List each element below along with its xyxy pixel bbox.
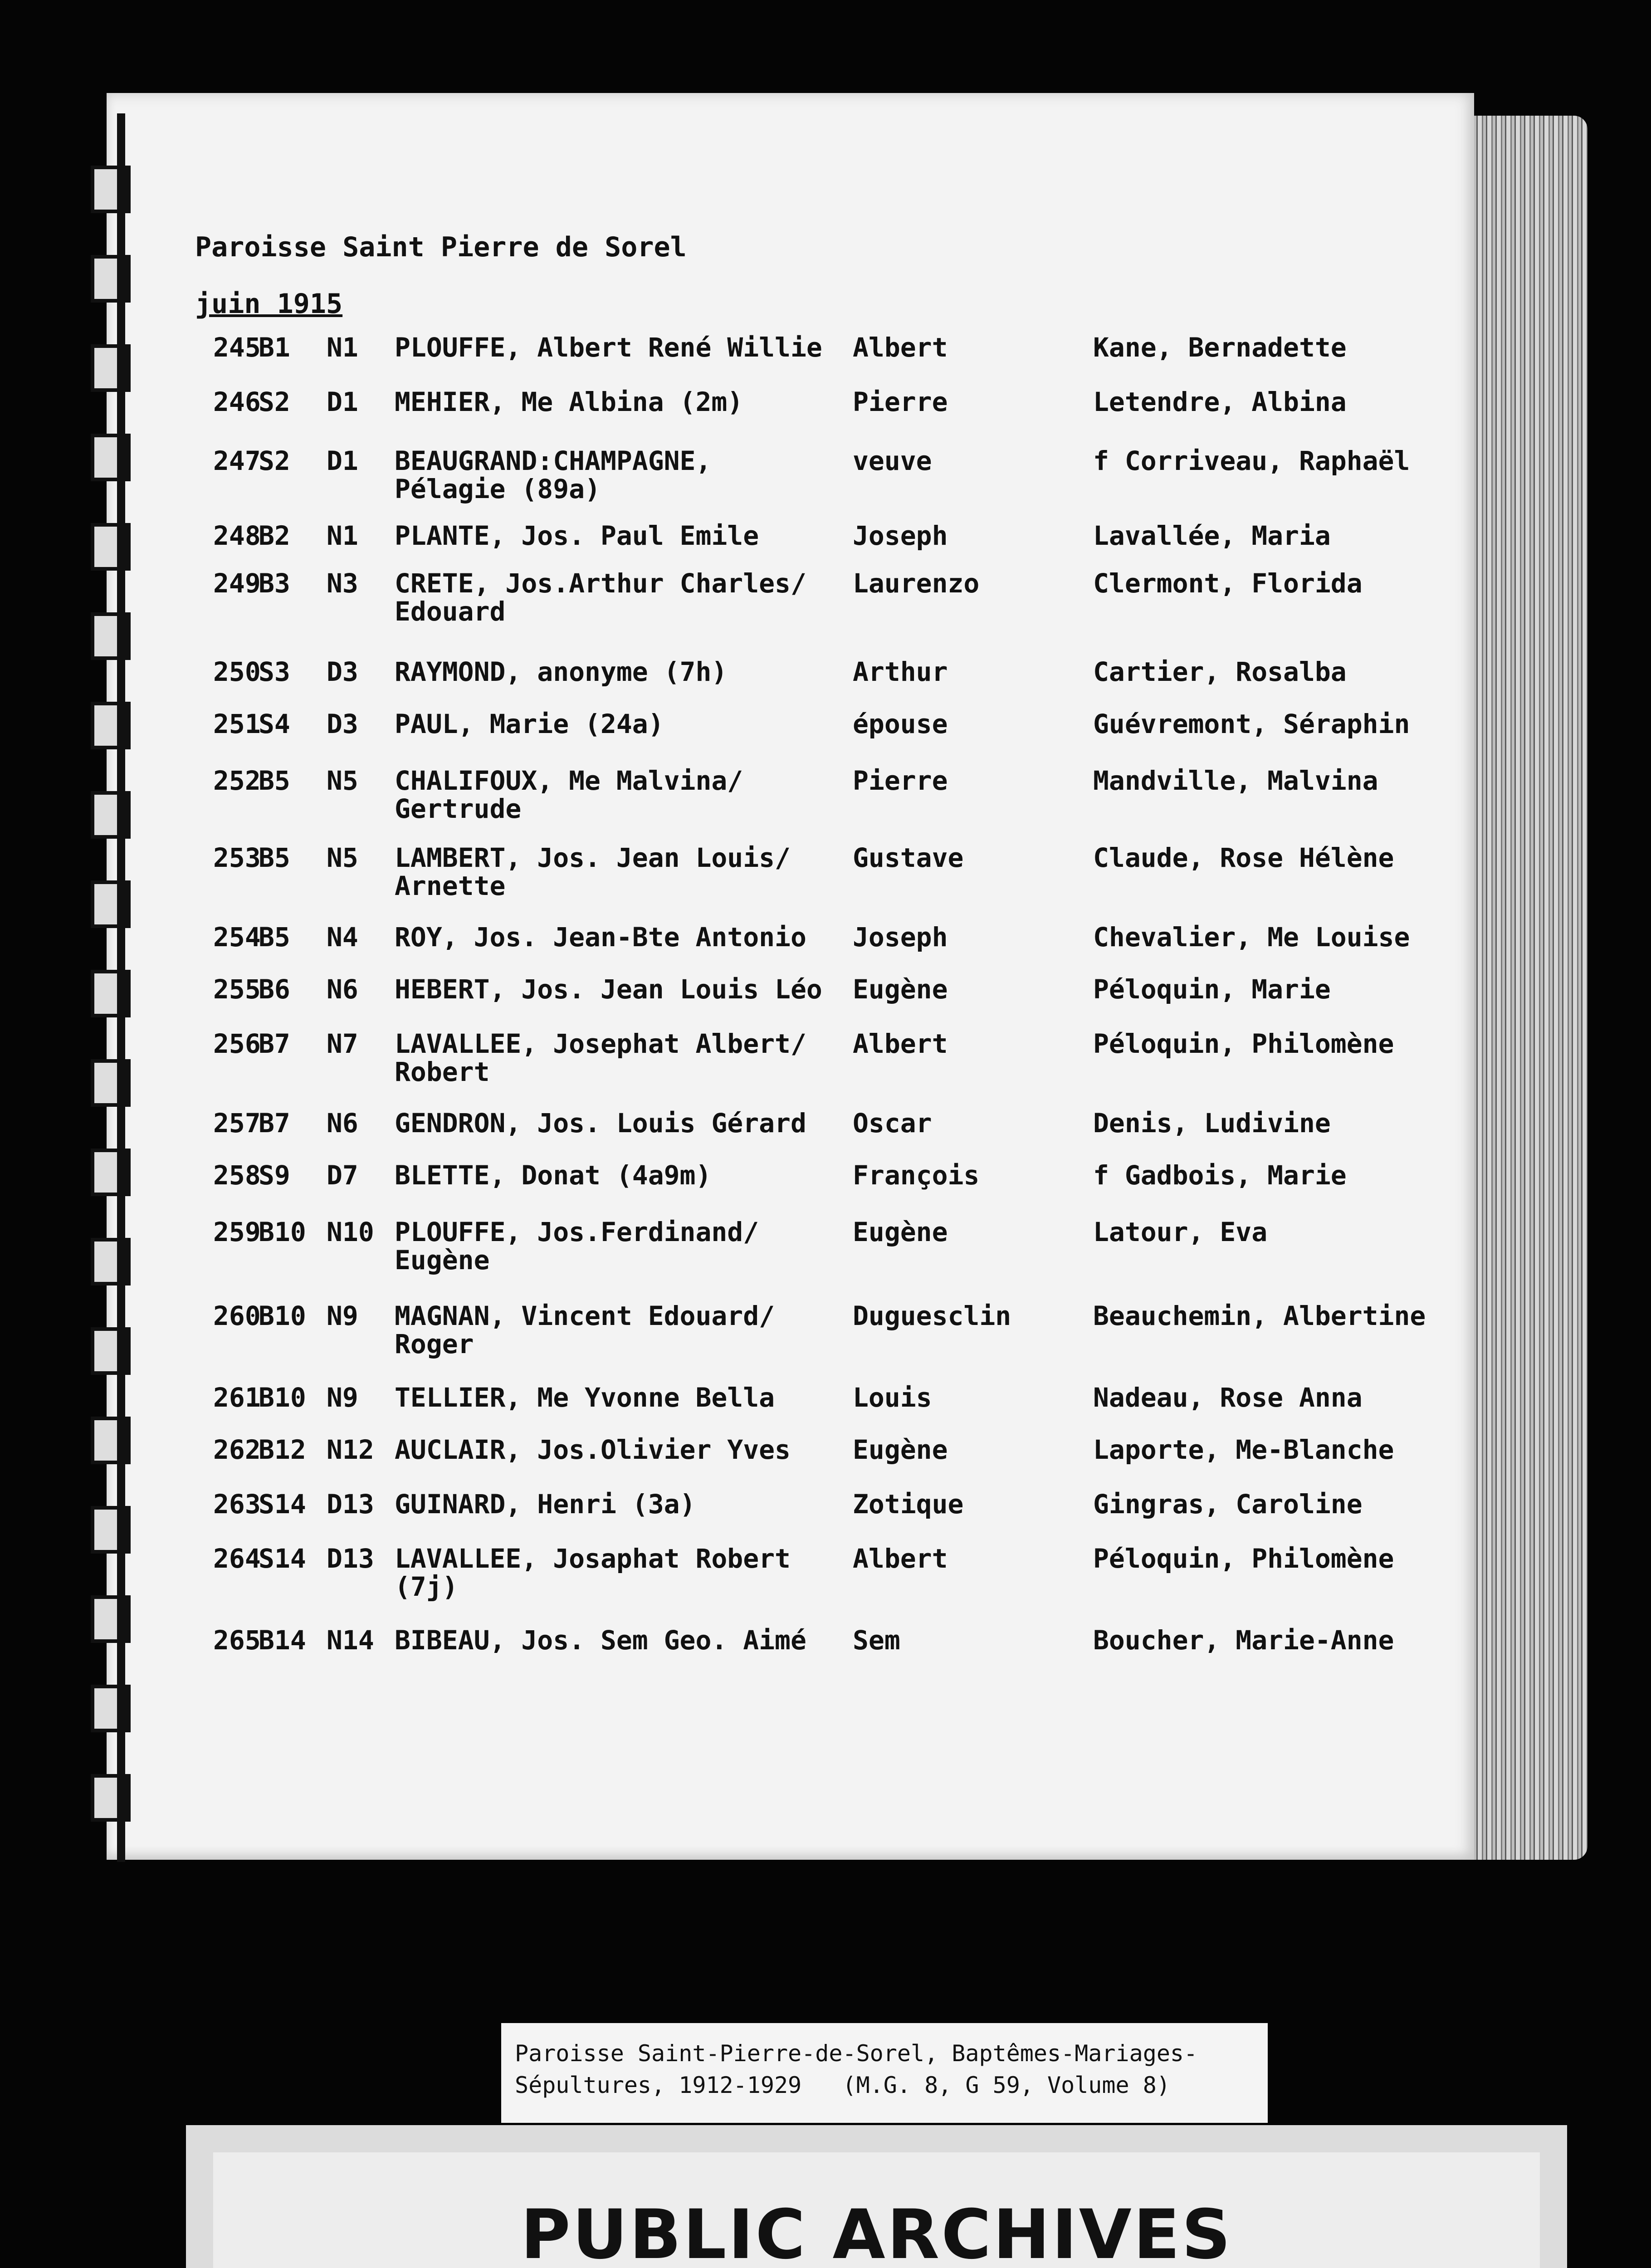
parish-header: Paroisse Saint Pierre de Sorel: [195, 231, 687, 263]
entry-sequence-code: D1: [327, 386, 358, 417]
entry-mother: Letendre, Albina: [1093, 386, 1347, 417]
entry-act-code: S2: [259, 386, 290, 417]
entry-act-code: B1: [259, 332, 290, 363]
entry-act-code: S14: [259, 1489, 306, 1520]
entry-act-code: B10: [259, 1217, 306, 1247]
entry-mother: Latour, Eva: [1093, 1217, 1268, 1247]
entry-number: 261: [213, 1382, 261, 1413]
entry-sequence-code: D7: [327, 1160, 358, 1191]
entry-sequence-code: N4: [327, 922, 358, 953]
entry-mother: Clermont, Florida: [1093, 568, 1363, 599]
entry-name: RAYMOND, anonyme (7h): [395, 656, 728, 687]
entry-father: Gustave: [853, 842, 964, 873]
entry-sequence-code: D3: [327, 656, 358, 687]
register-entry: [0, 1625, 1394, 1699]
entry-father: Pierre: [853, 765, 948, 796]
entry-mother: Boucher, Marie-Anne: [1093, 1625, 1394, 1656]
entry-sequence-code: N3: [327, 568, 358, 599]
entry-name: MAGNAN, Vincent Edouard/ Roger: [395, 1300, 775, 1359]
entry-mother: Péloquin, Philomène: [1093, 1543, 1394, 1574]
entry-number: 251: [213, 709, 261, 739]
entry-father: Arthur: [853, 656, 948, 687]
register-entry: [0, 1300, 1426, 1374]
register-entry: [0, 1218, 1361, 1290]
entry-father: Joseph: [853, 922, 948, 953]
label-line-1: Paroisse Saint-Pierre-de-Sorel, Baptêmes-Mariages-: [515, 2040, 1198, 2067]
register-entry: [0, 765, 1378, 839]
entry-father: épouse: [853, 709, 948, 739]
entry-number: 258: [213, 1160, 261, 1191]
entry-number: 254: [213, 922, 261, 953]
entry-act-code: B3: [259, 568, 290, 599]
entry-mother: Lavallée, Maria: [1093, 520, 1331, 551]
entry-sequence-code: D13: [327, 1543, 374, 1574]
entry-mother: Chevalier, Me Louise: [1093, 922, 1410, 953]
entry-act-code: B10: [259, 1382, 306, 1413]
entry-act-code: S3: [259, 656, 290, 687]
entry-mother: f Gadbois, Marie: [1093, 1160, 1347, 1191]
entry-father: Albert: [853, 332, 948, 363]
entry-mother: Guévremont, Séraphin: [1093, 709, 1410, 739]
entry-act-code: B5: [259, 765, 290, 796]
entry-act-code: B12: [259, 1434, 306, 1465]
entry-sequence-code: N12: [327, 1434, 374, 1465]
entry-father: Zotique: [853, 1489, 964, 1520]
entry-mother: Laporte, Me-Blanche: [1093, 1434, 1394, 1465]
entry-father: Pierre: [853, 386, 948, 417]
entry-number: 245: [213, 332, 261, 363]
entry-mother: Nadeau, Rose Anna: [1093, 1382, 1363, 1413]
entry-name: TELLIER, Me Yvonne Bella: [395, 1382, 775, 1413]
entry-number: 249: [213, 568, 261, 599]
entry-name: HEBERT, Jos. Jean Louis Léo: [395, 974, 822, 1005]
entry-act-code: B5: [259, 842, 290, 873]
entry-sequence-code: N9: [327, 1300, 358, 1331]
entry-number: 259: [213, 1217, 261, 1247]
entry-father: Eugène: [853, 1217, 948, 1247]
register-entry: [0, 569, 1361, 642]
entry-name: GUINARD, Henri (3a): [395, 1489, 696, 1520]
entry-mother: Kane, Bernadette: [1093, 332, 1347, 363]
archive-label-card: [501, 2023, 1268, 2123]
entry-act-code: S9: [259, 1160, 290, 1191]
entry-father: François: [853, 1160, 980, 1191]
entry-father: Laurenzo: [853, 568, 980, 599]
entry-sequence-code: N6: [327, 1108, 358, 1139]
entry-name: CRETE, Jos.Arthur Charles/ Edouard: [395, 568, 806, 627]
entry-name: CHALIFOUX, Me Malvina/ Gertrude: [395, 765, 743, 824]
month-header: juin 1915: [195, 288, 343, 320]
entry-sequence-code: N1: [327, 332, 358, 363]
entry-number: 257: [213, 1108, 261, 1139]
entry-number: 256: [213, 1028, 261, 1059]
entry-name: AUCLAIR, Jos.Olivier Yves: [395, 1434, 791, 1465]
entry-name: LAMBERT, Jos. Jean Louis/ Arnette: [395, 842, 791, 901]
entry-number: 248: [213, 520, 261, 551]
entry-number: 252: [213, 765, 261, 796]
entry-name: PLOUFFE, Jos.Ferdinand/ Eugène: [395, 1217, 759, 1276]
entry-father: Albert: [853, 1028, 948, 1059]
entry-father: Eugène: [853, 1434, 948, 1465]
entry-act-code: S4: [259, 709, 290, 739]
entry-sequence-code: D3: [327, 709, 358, 739]
entry-name: MEHIER, Me Albina (2m): [395, 386, 743, 417]
entry-name: LAVALLEE, Josaphat Robert (7j): [395, 1543, 791, 1602]
entry-act-code: B10: [259, 1300, 306, 1331]
entry-number: 246: [213, 386, 261, 417]
entry-father: Louis: [853, 1382, 932, 1413]
entry-number: 250: [213, 656, 261, 687]
entry-father: veuve: [853, 445, 932, 476]
entry-number: 262: [213, 1434, 261, 1465]
entry-name: PLOUFFE, Albert René Willie: [395, 332, 822, 363]
entry-number: 263: [213, 1489, 261, 1520]
entry-sequence-code: N14: [327, 1625, 374, 1656]
entry-act-code: S14: [259, 1543, 306, 1574]
entry-sequence-code: N10: [327, 1217, 374, 1247]
entry-mother: Péloquin, Philomène: [1093, 1028, 1394, 1059]
public-archives-card: [186, 2125, 1567, 2268]
entry-act-code: B14: [259, 1625, 306, 1656]
entry-act-code: B6: [259, 974, 290, 1005]
entry-sequence-code: N5: [327, 842, 358, 873]
entry-name: BLETTE, Donat (4a9m): [395, 1160, 712, 1191]
entry-father: Oscar: [853, 1108, 932, 1139]
entry-sequence-code: D13: [327, 1489, 374, 1520]
entry-mother: Denis, Ludivine: [1093, 1108, 1331, 1139]
entry-sequence-code: N9: [327, 1382, 358, 1413]
entry-number: 264: [213, 1543, 261, 1574]
entry-sequence-code: N5: [327, 765, 358, 796]
entry-act-code: B2: [259, 520, 290, 551]
entry-act-code: S2: [259, 445, 290, 476]
entry-mother: Claude, Rose Hélène: [1093, 842, 1394, 873]
entry-father: Albert: [853, 1543, 948, 1574]
register-entry: [0, 445, 1410, 519]
entry-sequence-code: N6: [327, 974, 358, 1005]
entry-act-code: B7: [259, 1028, 290, 1059]
entry-mother: Péloquin, Marie: [1093, 974, 1331, 1005]
entry-name: PAUL, Marie (24a): [395, 709, 664, 739]
entry-name: LAVALLEE, Josephat Albert/ Robert: [395, 1028, 806, 1087]
archives-english: PUBLIC ARCHIVES: [520, 2195, 1233, 2268]
entry-act-code: B7: [259, 1108, 290, 1139]
entry-mother: Mandville, Malvina: [1093, 765, 1378, 796]
entry-name: GENDRON, Jos. Louis Gérard: [395, 1108, 806, 1139]
entry-mother: Gingras, Caroline: [1093, 1489, 1363, 1520]
label-line-2: Sépultures, 1912-1929 (M.G. 8, G 59, Volume 8): [515, 2072, 1170, 2098]
register-entry: [0, 1543, 1394, 1617]
entry-act-code: B5: [259, 922, 290, 953]
entry-number: 247: [213, 445, 261, 476]
register-entry: [0, 1028, 1394, 1102]
entry-father: Joseph: [853, 520, 948, 551]
entry-father: Eugène: [853, 974, 948, 1005]
entry-number: 265: [213, 1625, 261, 1656]
entry-number: 255: [213, 974, 261, 1005]
entry-name: BIBEAU, Jos. Sem Geo. Aimé: [395, 1625, 806, 1656]
entry-mother: f Corriveau, Raphaël: [1093, 445, 1410, 476]
entry-father: Sem: [853, 1625, 900, 1656]
entry-sequence-code: N1: [327, 520, 358, 551]
entry-sequence-code: N7: [327, 1028, 358, 1059]
entry-name: BEAUGRAND:CHAMPAGNE, Pélagie (89a): [395, 445, 712, 504]
entry-number: 260: [213, 1300, 261, 1331]
entry-sequence-code: D1: [327, 445, 358, 476]
entry-name: ROY, Jos. Jean-Bte Antonio: [395, 922, 806, 953]
entry-name: PLANTE, Jos. Paul Emile: [395, 520, 759, 551]
register-entry: [0, 842, 1394, 916]
entry-mother: Beauchemin, Albertine: [1093, 1300, 1426, 1331]
entry-mother: Cartier, Rosalba: [1093, 656, 1347, 687]
entry-number: 253: [213, 842, 261, 873]
entry-father: Duguesclin: [853, 1300, 1011, 1331]
